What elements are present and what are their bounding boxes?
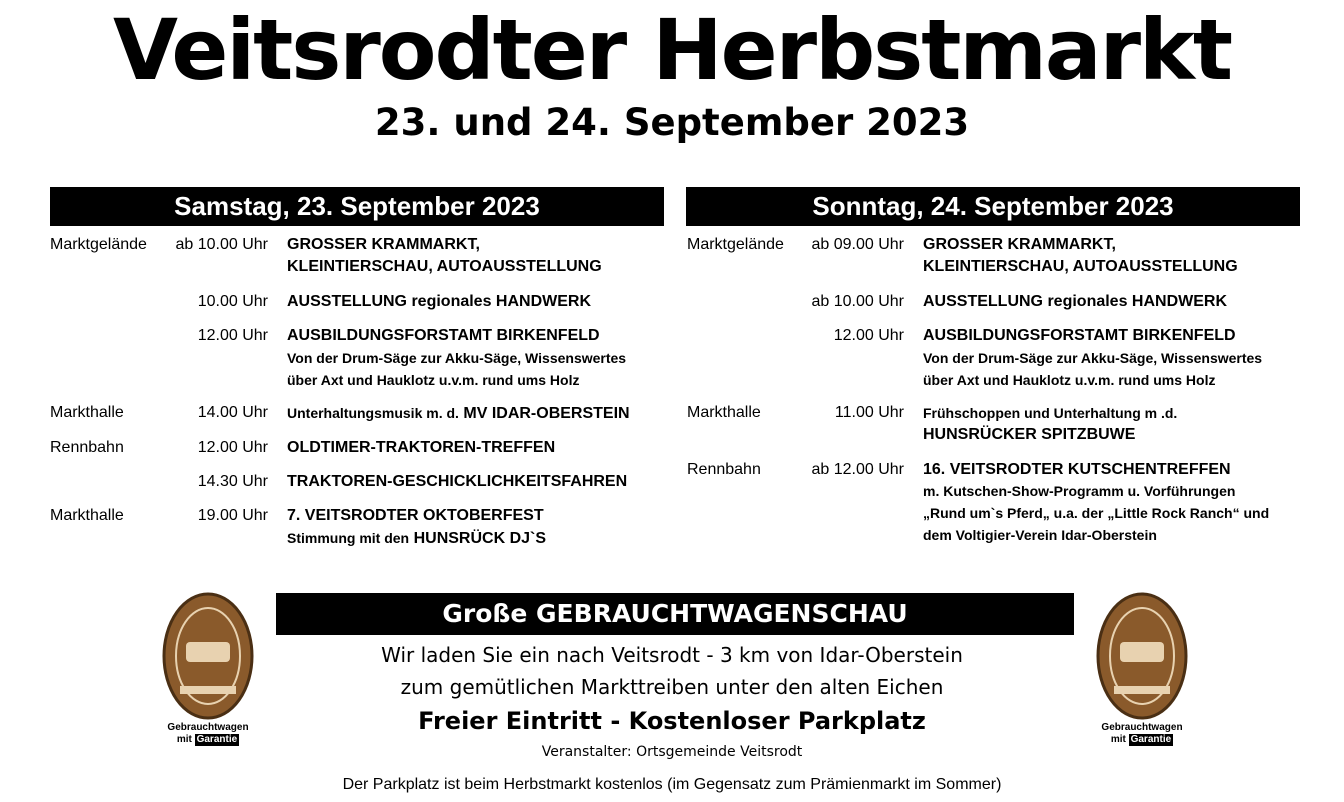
sun-event-1: GROSSER KRAMMARKT, KLEINTIERSCHAU, AUTOAUSSTELLUNG: [923, 236, 1238, 275]
sun-time-2: ab 10.00 Uhr: [811, 293, 904, 310]
sun-event-4: HUNSRÜCKER SPITZBUWE: [923, 426, 1136, 443]
sat-time-4: 14.00 Uhr: [197, 404, 268, 421]
sat-event-2: AUSSTELLUNG regionales HANDWERK: [287, 293, 592, 310]
sun-place-1: Marktgelände: [687, 236, 784, 253]
sun-time-5: ab 12.00 Uhr: [811, 461, 904, 478]
sat-time-2: 10.00 Uhr: [197, 293, 268, 310]
sat-time-5: 12.00 Uhr: [197, 439, 268, 456]
used-car-show-banner: Große GEBRAUCHTWAGENSCHAU: [276, 593, 1074, 635]
sun-event-3: AUSBILDUNGSFORSTAMT BIRKENFELD: [923, 327, 1236, 344]
sat-place-7: Markthalle: [50, 507, 124, 524]
page-title: Veitsrodter Herbstmarkt: [112, 1, 1232, 99]
sun-place-5: Rennbahn: [687, 461, 761, 478]
sat-event-7-detail: Stimmung mit den HUNSRÜCK DJ`S: [287, 530, 547, 547]
sun-time-3: 12.00 Uhr: [833, 327, 904, 344]
sun-event-4-intro: Frühschoppen und Unterhaltung m .d.: [923, 405, 1178, 421]
sat-place-1: Marktgelände: [50, 236, 147, 253]
organizer-line: Veranstalter: Ortsgemeinde Veitsrodt: [541, 744, 803, 760]
sun-time-4: 11.00 Uhr: [834, 404, 904, 421]
sun-place-4: Markthalle: [687, 404, 761, 421]
sat-time-3: 12.00 Uhr: [197, 327, 268, 344]
sat-place-4: Markthalle: [50, 404, 124, 421]
sun-event-3-detail: Von der Drum-Säge zur Akku-Säge, Wissenswertes über Axt und Hauklotz u.v.m. rund ums Holz: [923, 350, 1263, 388]
seal-right-caption: Gebrauchtwagen mit Garantie: [1101, 722, 1183, 745]
seal-left-caption: Gebrauchtwagen mit Garantie: [167, 722, 249, 745]
saturday-heading: Samstag, 23. September 2023: [50, 187, 664, 226]
event-dates: 23. und 24. September 2023: [374, 101, 970, 144]
sat-event-3: AUSBILDUNGSFORSTAMT BIRKENFELD: [287, 327, 600, 344]
sat-event-5: OLDTIMER-TRAKTOREN-TREFFEN: [287, 439, 556, 456]
sat-event-4: Unterhaltungsmusik m. d. MV IDAR-OBERSTEIN: [287, 405, 630, 422]
sun-time-1: ab 09.00 Uhr: [811, 236, 904, 253]
invite-line-1: Wir laden Sie ein nach Veitsrodt - 3 km von Idar-Oberstein: [381, 643, 963, 667]
sun-event-2: AUSSTELLUNG regionales HANDWERK: [923, 293, 1228, 310]
sat-event-1: GROSSER KRAMMARKT, KLEINTIERSCHAU, AUTOAUSSTELLUNG: [287, 236, 602, 275]
sat-event-6: TRAKTOREN-GESCHICKLICHKEITSFAHREN: [287, 473, 628, 490]
sat-time-1: ab 10.00 Uhr: [175, 236, 268, 253]
sat-time-6: 14.30 Uhr: [197, 473, 268, 490]
parking-note: Der Parkplatz ist beim Herbstmarkt kostenlos (im Gegensatz zum Prämienmarkt im Sommer): [342, 776, 1002, 793]
invite-line-2: zum gemütlichen Markttreiben unter den alten Eichen: [400, 675, 944, 699]
sat-event-7: 7. VEITSRODTER OKTOBERFEST: [287, 507, 544, 524]
sun-event-5-detail: m. Kutschen-Show-Programm u. Vorführungen „Rund um`s Pferd„ u.a. der „Little Rock Ranch“ und dem Voltigier-Verein Idar-Oberstein: [923, 483, 1270, 543]
free-entry-line: Freier Eintritt - Kostenloser Parkplatz: [418, 707, 926, 735]
sat-place-5: Rennbahn: [50, 439, 124, 456]
sat-event-3-detail: Von der Drum-Säge zur Akku-Säge, Wissenswertes über Axt und Hauklotz u.v.m. rund ums Holz: [287, 350, 627, 388]
sun-event-5: 16. VEITSRODTER KUTSCHENTREFFEN: [923, 461, 1231, 478]
sat-time-7: 19.00 Uhr: [197, 507, 268, 524]
sunday-heading: Sonntag, 24. September 2023: [686, 187, 1300, 226]
